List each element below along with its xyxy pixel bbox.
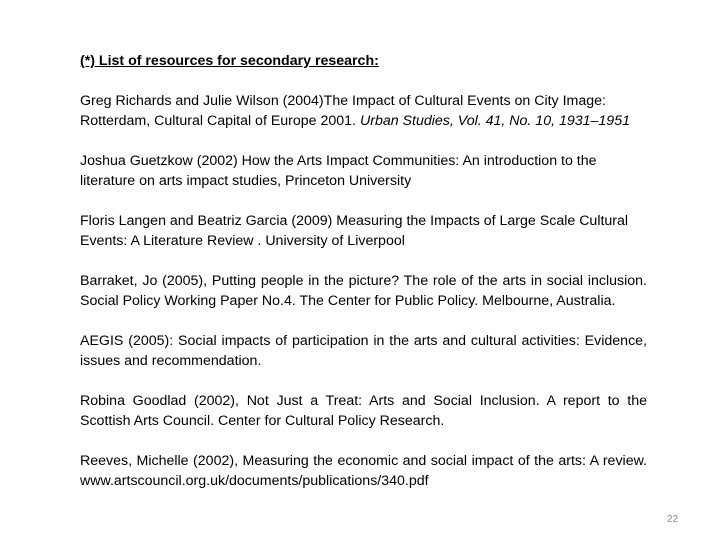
reference-item: Reeves, Michelle (2002), Measuring the economic and social impact of the arts: A review. www.artscouncil.org.uk/documents/publications/340.pdf: [80, 453, 647, 489]
reference-item: Robina Goodlad (2002), Not Just a Treat: Arts and Social Inclusion. A report to the Scottish Arts Council. Center for Cultural Policy Research.: [80, 393, 647, 429]
slide-number: 22: [667, 514, 679, 525]
reference-item: AEGIS (2005): Social impacts of participation in the arts and cultural activities: Evidence, issues and recommendation.: [80, 333, 647, 369]
reference-journal: Urban Studies, Vol. 41, No. 10, 1931–1951: [359, 113, 630, 129]
slide-heading: (*) List of resources for secondary research:: [80, 53, 379, 69]
reference-item: [80, 91, 647, 131]
reference-text: Greg Richards and Julie Wilson (2004)The Impact of Cultural Events on City Image: Rotterdam, Cultural Capital of Europe 2001.: [80, 93, 606, 129]
reference-item: Barraket, Jo (2005), Putting people in the picture? The role of the arts in social inclusion. Social Policy Working Paper No.4. The Center for Public Policy. Melbourne, Australia.: [80, 273, 647, 309]
slide-content: [80, 51, 647, 511]
reference-item: Joshua Guetzkow (2002) How the Arts Impact Communities: An introduction to the literature on arts impact studies, Princeton University: [80, 153, 597, 189]
reference-item: Floris Langen and Beatriz Garcia (2009) Measuring the Impacts of Large Scale Cultural Events: A Literature Review . University of Liverpool: [80, 213, 629, 249]
